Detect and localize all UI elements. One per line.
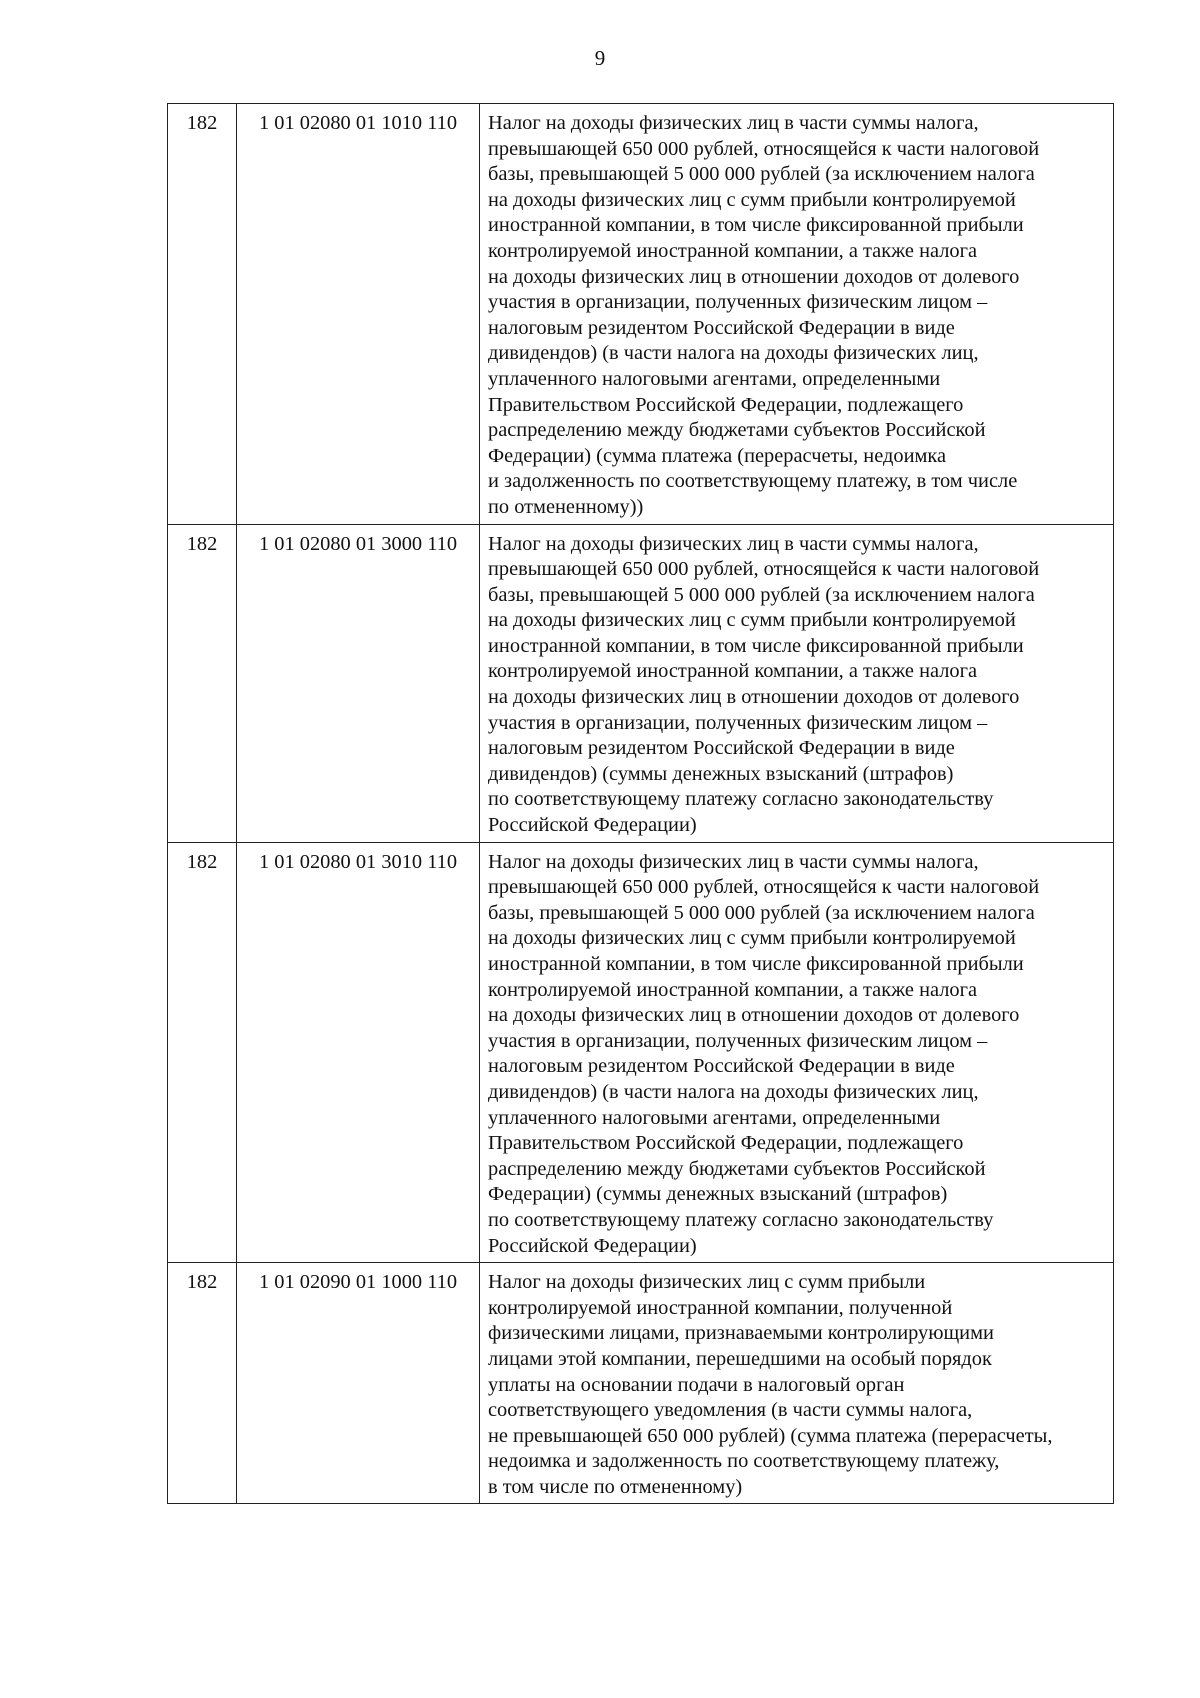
description-line: уплаченного налоговыми агентами, определенными: [488, 367, 941, 390]
description-line: недоимка и задолженность по соответствующему платежу,: [488, 1450, 1000, 1473]
description-line: Федерации) (сумма платежа (перерасчеты, недоимка: [488, 444, 947, 467]
description-line: контролируемой иностранной компании, а также налога: [488, 660, 978, 683]
description-line: базы, превышающей 5 000 000 рублей (за исключением налога: [488, 901, 1035, 924]
description-line: контролируемой иностранной компании, полученной: [488, 1296, 953, 1319]
description-line: базы, превышающей 5 000 000 рублей (за исключением налога: [488, 583, 1035, 606]
table-row: [168, 524, 1114, 842]
budget-classification-code-cell: 1 01 02080 01 3010 110: [237, 842, 480, 1263]
table-row: [168, 104, 1114, 525]
description-cell: [480, 842, 1114, 1263]
description-line: Налог на доходы физических лиц в части суммы налога,: [488, 532, 979, 555]
table-body: [168, 104, 1114, 1504]
description-line: соответствующего уведомления (в части суммы налога,: [488, 1399, 973, 1422]
description-line: и задолженность по соответствующему платежу, в том числе: [488, 470, 1018, 493]
description-line: иностранной компании, в том числе фиксированной прибыли: [488, 634, 1024, 657]
description-line: дивидендов) (в части налога на доходы физических лиц,: [488, 1080, 979, 1103]
page-number: 9: [594, 46, 606, 70]
description-line: дивидендов) (суммы денежных взысканий (штрафов): [488, 762, 954, 785]
description-line: иностранной компании, в том числе фиксированной прибыли: [488, 214, 1024, 237]
description-line: Российской Федерации): [488, 1234, 697, 1257]
description-line: по соответствующему платежу согласно законодательству: [488, 1208, 994, 1231]
admin-code-cell: 182: [168, 104, 237, 525]
description-line: по отмененному)): [488, 495, 644, 518]
description-line: уплаты на основании подачи в налоговый орган: [488, 1373, 905, 1396]
description-cell: [480, 104, 1114, 525]
budget-classification-code-cell: 1 01 02080 01 3000 110: [237, 524, 480, 842]
budget-classification-code-cell: 1 01 02090 01 1000 110: [237, 1263, 480, 1504]
description-line: распределению между бюджетами субъектов Российской: [488, 1157, 986, 1180]
description-line: Российской Федерации): [488, 814, 697, 837]
description-line: Налог на доходы физических лиц с сумм прибыли: [488, 1271, 926, 1294]
description-line: участия в организации, полученных физическим лицом –: [488, 1029, 988, 1052]
description-cell: [480, 524, 1114, 842]
description-line: не превышающей 650 000 рублей) (сумма платежа (перерасчеты,: [488, 1424, 1053, 1447]
description-line: налоговым резидентом Российской Федерации в виде: [488, 316, 955, 339]
description-line: уплаченного налоговыми агентами, определенными: [488, 1106, 941, 1129]
admin-code-cell: 182: [168, 1263, 237, 1504]
description-line: на доходы физических лиц с сумм прибыли контролируемой: [488, 927, 1016, 950]
description-line: физическими лицами, признаваемыми контролирующими: [488, 1322, 994, 1345]
description-line: по соответствующему платежу согласно законодательству: [488, 788, 994, 811]
description-line: Налог на доходы физических лиц в части суммы налога,: [488, 850, 979, 873]
description-line: Правительством Российской Федерации, подлежащего: [488, 393, 964, 416]
budget-codes-table: [167, 103, 1114, 1504]
description-line: превышающей 650 000 рублей, относящейся к части налоговой: [488, 876, 1040, 899]
description-line: в том числе по отмененному): [488, 1475, 743, 1498]
description-line: налоговым резидентом Российской Федерации в виде: [488, 1055, 955, 1078]
description-line: Правительством Российской Федерации, подлежащего: [488, 1132, 964, 1155]
description-line: участия в организации, полученных физическим лицом –: [488, 291, 988, 314]
description-line: дивидендов) (в части налога на доходы физических лиц,: [488, 342, 979, 365]
budget-classification-code-cell: 1 01 02080 01 1010 110: [237, 104, 480, 525]
description-line: лицами этой компании, перешедшими на особый порядок: [488, 1347, 992, 1370]
table-row: [168, 1263, 1114, 1504]
description-line: Налог на доходы физических лиц в части суммы налога,: [488, 112, 979, 134]
description-line: базы, превышающей 5 000 000 рублей (за исключением налога: [488, 163, 1035, 186]
description-line: на доходы физических лиц с сумм прибыли контролируемой: [488, 609, 1016, 632]
description-line: на доходы физических лиц в отношении доходов от долевого: [488, 686, 1020, 709]
table-row: [168, 842, 1114, 1263]
description-line: на доходы физических лиц с сумм прибыли контролируемой: [488, 188, 1016, 211]
description-line: превышающей 650 000 рублей, относящейся к части налоговой: [488, 558, 1040, 581]
description-line: контролируемой иностранной компании, а также налога: [488, 239, 978, 262]
description-line: на доходы физических лиц в отношении доходов от долевого: [488, 1004, 1020, 1027]
description-line: налоговым резидентом Российской Федерации в виде: [488, 737, 955, 760]
description-line: распределению между бюджетами субъектов Российской: [488, 419, 986, 442]
description-line: на доходы физических лиц в отношении доходов от долевого: [488, 265, 1020, 288]
description-cell: [480, 1263, 1114, 1504]
description-line: участия в организации, полученных физическим лицом –: [488, 711, 988, 734]
admin-code-cell: 182: [168, 524, 237, 842]
description-line: превышающей 650 000 рублей, относящейся к части налоговой: [488, 137, 1040, 160]
description-line: Федерации) (суммы денежных взысканий (штрафов): [488, 1183, 948, 1206]
admin-code-cell: 182: [168, 842, 237, 1263]
description-line: контролируемой иностранной компании, а также налога: [488, 978, 978, 1001]
description-line: иностранной компании, в том числе фиксированной прибыли: [488, 953, 1024, 975]
